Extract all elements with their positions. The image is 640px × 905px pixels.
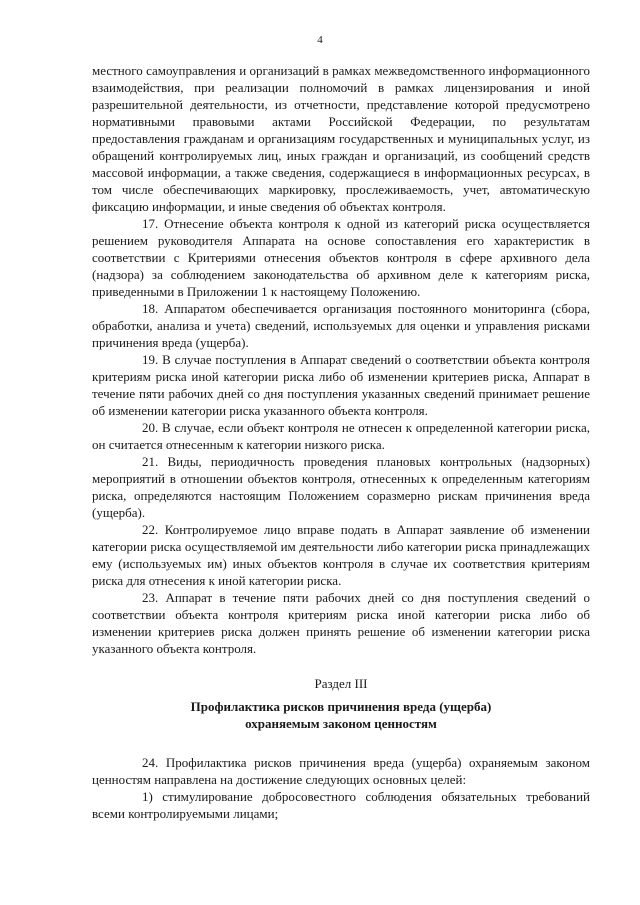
paragraph-p21: 21. Виды, периодичность проведения плановых контрольных (надзорных) мероприятий в отношении объектов контроля, отнесенных к определенным категориям риска, определяются настоящим Положением соразмерно рискам причинения вреда (ущерба). (92, 454, 590, 520)
document-body (92, 62, 590, 822)
paragraphs-top (92, 62, 590, 657)
paragraph-p19: 19. В случае поступления в Аппарат сведений о соответствии объекта контроля критериям риска иной категории риска либо об изменении критериев риска, Аппарат в течение пяти рабочих дней со дня поступления указанных сведений принимает решение об изменении категории риска указанного объекта контроля. (92, 352, 590, 418)
page-number: 4 (317, 34, 323, 46)
section-title-line2: охраняемым законом ценностям (245, 716, 437, 731)
paragraph-p24_1: 1) стимулирование добросовестного соблюдения обязательных требований всеми контролируемыми лицами; (92, 789, 590, 821)
section-label: Раздел III (314, 676, 368, 691)
paragraph-p22: 22. Контролируемое лицо вправе подать в Аппарат заявление об изменении категории риска осуществляемой им деятельности либо категории риска принадлежащих ему (используемых им) иных объектов контроля в случае их соответствия критериям риска для отнесения к иной категории риска. (92, 522, 590, 588)
paragraphs-bottom (92, 754, 590, 822)
paragraph-p18: 18. Аппаратом обеспечивается организация постоянного мониторинга (сбора, обработки, анализа и учета) сведений, используемых для оценки и управления рисками причинения вреда (ущерба). (92, 301, 590, 350)
paragraph-p24: 24. Профилактика рисков причинения вреда (ущерба) охраняемым законом ценностям направлена на достижение следующих основных целей: (92, 755, 590, 787)
paragraph-p23: 23. Аппарат в течение пяти рабочих дней со дня поступления сведений о соответствии объекта контроля критериям риска иной категории риска либо об изменении критериев риска должен принять решение об изменении категории риска указанного объекта контроля. (92, 590, 590, 656)
paragraph-p20: 20. В случае, если объект контроля не отнесен к определенной категории риска, он считается отнесенным к категории низкого риска. (92, 420, 590, 452)
paragraph-cont: местного самоуправления и организаций в рамках межведомственного информационного взаимодействия, при реализации полномочий в рамках лицензирования и иной разрешительной деятельности, из отчетности, представление которой предусмотрено нормативными правовыми актами Российской Федерации, по результатам предоставления гражданам и организациям государственных и муниципальных услуг, из обращений контролируемых лиц, иных граждан и организаций, из сообщений средств массовой информации, а также сведения, содержащиеся в информационных ресурсах, в том числе обеспечивающих маркировку, прослеживаемость, учет, автоматическую фиксацию информации, и иные сведения об объектах контроля. (92, 63, 590, 214)
paragraph-p17: 17. Отнесение объекта контроля к одной из категорий риска осуществляется решением руководителя Аппарата на основе сопоставления его характеристик в соответствии с Критериями отнесения объектов контроля в сфере архивного дела (надзора) за соблюдением законодательства об архивном деле к категориям риска, приведенными в Приложении 1 к настоящему Положению. (92, 216, 590, 299)
section-title-line1: Профилактика рисков причинения вреда (ущерба) (190, 699, 492, 714)
